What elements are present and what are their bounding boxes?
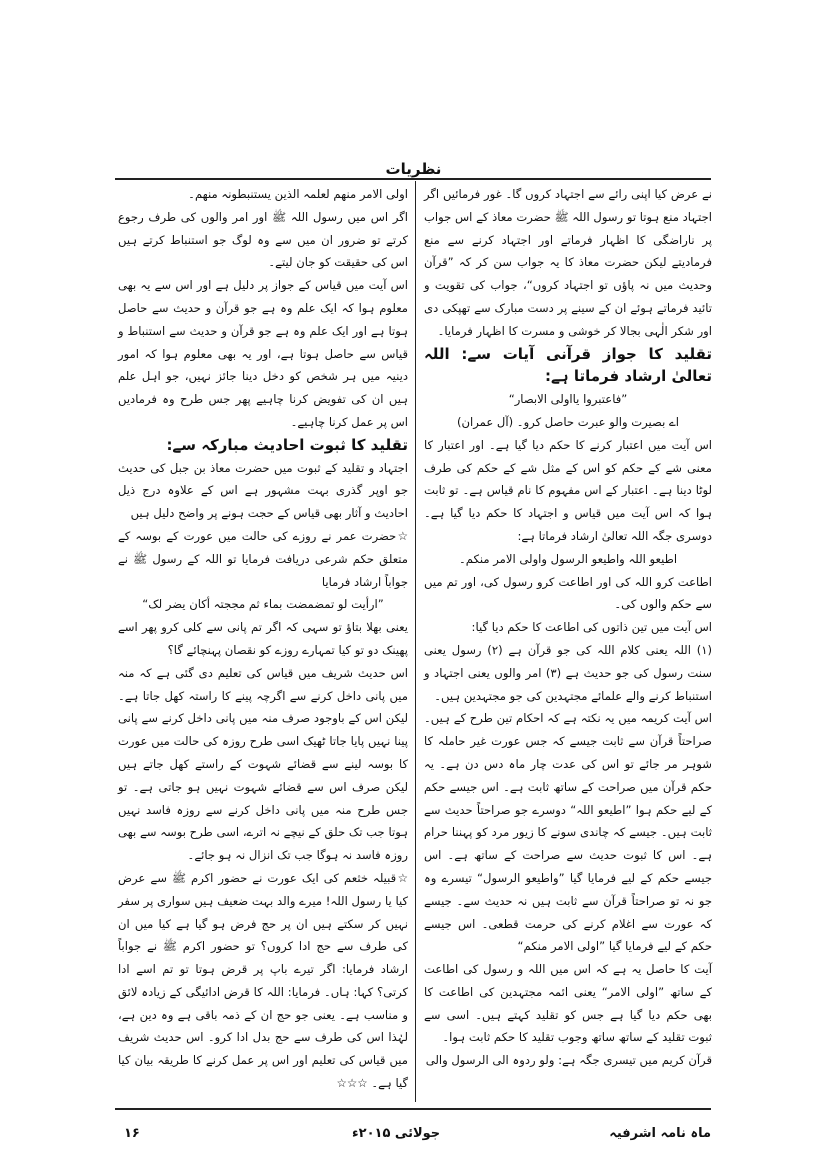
left-column-paragraph: اگر اس میں رسول اللہ ﷺ اور امر والوں کی طرف رجوع کرتے تو ضرور ان میں سے وہ لوگ جو استنباط کرتے ہیں اس کی حقیقت کو جان لیتے۔ (118, 209, 408, 270)
page-header-title: نظریات (385, 160, 442, 178)
right-column (424, 183, 712, 1103)
right-column-paragraph: اطیعو اللہ واطیعو الرسول واولی الامر منکم۔ (458, 551, 678, 566)
right-column-paragraph: اطاعت کرو اللہ کی اور اطاعت کرو رسول کی، اور تم میں سے حکم والوں کی۔ (424, 574, 712, 612)
left-column-paragraph: اس آیت میں قیاس کے جواز پر دلیل ہے اور اس سے یہ بھی معلوم ہوا کہ ایک علم وہ ہے جو قرآن و حدیث سے حاصل ہوتا ہے اور ایک علم وہ ہے جو قرآن و حدیث سے استنباط و قیاس سے حاصل ہوتا ہے، اور یہ بھی معلوم ہوا کہ امور دینیہ میں ہر شخص کو دخل دینا جائز نہیں، جو اہل علم ہیں ان کی تفویض کرنا چاہیے پھر جس طرح وہ فرمادیں اس پر عمل کرنا چاہیے۔ (118, 278, 408, 429)
header-rule (115, 178, 711, 180)
footer-date: جولائی ۲۰۱۵ء (352, 1126, 441, 1141)
left-column-paragraph: اجتہاد و تقلید کے ثبوت میں حضرت معاذ بن جبل کی حدیث جو اوپر گذری بہت مشہور ہے اس کے علاوہ درج ذیل احادیث و آثار بھی قیاس کے حجت ہونے پر واضح دلیل ہیں (118, 460, 408, 521)
right-column-paragraph: اس آیت میں اعتبار کرنے کا حکم دیا گیا ہے۔ اور اعتبار کا معنی شے کے حکم کو اس کے مثل شے کے حکم کی طرف لوٹا دینا ہے۔ اعتبار کے اس مفہوم کا نام قیاس ہے۔ تو ثابت ہوا کہ اس آیت میں قیاس و اجتہاد کا حکم دیا گیا ہے۔ دوسری جگہ اللہ تعالیٰ ارشاد فرماتا ہے: (424, 437, 712, 543)
right-column-paragraph: قرآن کریم میں تیسری جگہ ہے: ولو ردوہ الی الرسول والی (425, 1053, 712, 1068)
footer-page-number: ۱۶ (124, 1126, 140, 1141)
right-column-paragraph: (۱) اللہ یعنی کلام اللہ کی جو قرآن ہے (۲) رسول یعنی سنت رسول کی جو حدیث ہے (۳) امر والوں یعنی اجتہاد و استنباط کرنے والے علمائے مجتہدین کی جو مجتہدین ہیں۔ (424, 642, 712, 703)
right-column-paragraph: اس آیت میں تین ذاتوں کی اطاعت کا حکم دیا گیا: (471, 620, 712, 635)
right-column-heading: تقلید کا جواز قرآنی آیات سے: اللہ تعالیٰ ارشاد فرماتا ہے: (424, 344, 712, 386)
column-divider (415, 181, 416, 1102)
left-column-paragraph: ☆قبیلہ خثعم کی ایک عورت نے حضور اکرم ﷺ سے عرض کیا یا رسول اللہ! میرے والد بہت ضعیف ہیں سواری پر سفر نہیں کر سکتے ہیں ان پر حج فرض ہو گیا ہے کیا میں ان کی طرف سے حج ادا کروں؟ تو حضور اکرم ﷺ نے جواباً ارشاد فرمایا: اگر تیرے باپ پر قرض ہوتا تو تم اسے ادا کرتی؟ کہا: ہاں۔ فرمایا: اللہ کا قرض ادائیگی کے زیادہ لائق و مناسب ہے۔ یعنی جو حج ان کے ذمہ باقی ہے وہ دین ہے، لہٰذا اس کی طرف سے حج بدل ادا کرو۔ اس حدیث شریف میں قیاس کی تعلیم اور اس پر عمل کرنے کا طریقہ بیان کیا گیا ہے۔ ☆☆☆ (118, 870, 408, 1091)
left-column (118, 183, 408, 1103)
left-column-paragraph: یعنی بھلا بتاؤ تو سہی کہ اگر تم پانی سے کلی کرو پھر اسے پھینک دو تو کیا تمہارے روزے کو نقصان پہنچائے گا؟ (118, 620, 408, 657)
right-column-paragraph: نے عرض کیا اپنی رائے سے اجتہاد کروں گا۔ غور فرمائیں اگر اجتہاد منع ہوتا تو رسول اللہ ﷺ حضرت معاذ کے اس جواب پر ناراضگی کا اظہار فرماتے اور اجتہاد کرنے سے منع فرمادیتے لیکن حضرت معاذ کا یہ جواب سن کر کہ ”قرآن وحدیث میں نہ پاؤں تو اجتہاد کروں“، جواب کی تقویت و تائید فرماتے ہوئے ان کے سینے پر دست مبارک سے تھپکی دی اور شکر الٰہی بجالا کر خوشی و مسرت کا اظہار فرمایا۔ (424, 187, 712, 338)
left-column-paragraph: اس حدیث شریف میں قیاس کی تعلیم دی گئی ہے کہ منہ میں پانی داخل کرنے سے اگرچہ پینے کا راستہ کھل جاتا ہے۔ لیکن اس کے باوجود صرف منہ میں پانی داخل کرنے سے پانی پینا نہیں پایا جاتا ٹھیک اسی طرح روزہ کی حالت میں عورت کا بوسہ لینے سے قضائے شہوت کے راستے کھل جاتے ہیں لیکن صرف اس سے قضائے شہوت نہیں ہو جاتی ہے۔ تو جس طرح منہ میں پانی داخل کرنے سے روزہ فاسد نہیں ہوتا جب تک حلق کے نیچے نہ اترے، اسی طرح بوسہ سے بھی روزہ فاسد نہ ہوگا جب تک انزال نہ ہو جائے۔ (118, 665, 408, 863)
right-column-paragraph: اے بصیرت والو عبرت حاصل کرو۔ (آل عمران) (456, 414, 680, 429)
footer-magazine-name: ماہ نامہ اشرفیہ (609, 1126, 711, 1141)
left-column-paragraph: اولی الامر منھم لعلمہ الذین یستنبطونہ منھم۔ (188, 187, 408, 201)
right-column-paragraph: آیت کا حاصل یہ ہے کہ اس میں اللہ و رسول کی اطاعت کے ساتھ ”اولی الامر“ یعنی ائمہ مجتہدین کی اطاعت کا بھی حکم دیا گیا ہے جس کو تقلید کہتے ہیں۔ اسی سے ثبوت تقلید کے ساتھ ساتھ وجوب تقلید کا حکم ثابت ہوا۔ (424, 962, 712, 1045)
footer-rule (115, 1108, 711, 1110)
right-column-paragraph: ”فاعتبروا یااولی الابصار“ (508, 392, 628, 407)
left-column-heading: تقلید کا ثبوت احادیث مبارکہ سے: (166, 435, 408, 454)
right-column-paragraph: اس آیت کریمہ میں یہ نکتہ ہے کہ احکام تین طرح کے ہیں۔ صراحتاً قرآن سے ثابت جیسے کہ جس عورت غیر حاملہ کا شوہر مر جائے تو اس کی عدت چار ماہ دس دن ہے۔ یہ حکم قرآن میں صراحت کے ساتھ ثابت ہے۔ اس جیسے حکم کے لیے حکم ہوا ”اطیعو اللہ“ دوسرے جو صراحتاً حدیث سے ثابت ہیں۔ جیسے کہ چاندی سونے کا زیور مرد کو پہننا حرام ہے۔ اس کا ثبوت حدیث سے صراحت کے ساتھ ہے۔ اس جیسے حکم کے لیے فرمایا گیا ”واطیعو الرسول“ تیسرے وہ جو نہ تو صراحتاً قرآن سے ثابت ہیں نہ حدیث سے۔ جیسے کہ عورت سے اغلام کرنے کی حرمت قطعی۔ اس جیسے حکم کے لیے فرمایا گیا ”اولی الامر منکم“ (424, 711, 712, 954)
left-column-paragraph: ”ارأیت لو تمضمضت بماء ثم مججتہ أکان یضر لک“ (142, 597, 384, 612)
left-column-paragraph: ☆حضرت عمر نے روزے کی حالت میں عورت کے بوسہ کے متعلق حکم شرعی دریافت فرمایا تو اللہ کے رسول ﷺ نے جواباً ارشاد فرمایا (118, 528, 408, 589)
